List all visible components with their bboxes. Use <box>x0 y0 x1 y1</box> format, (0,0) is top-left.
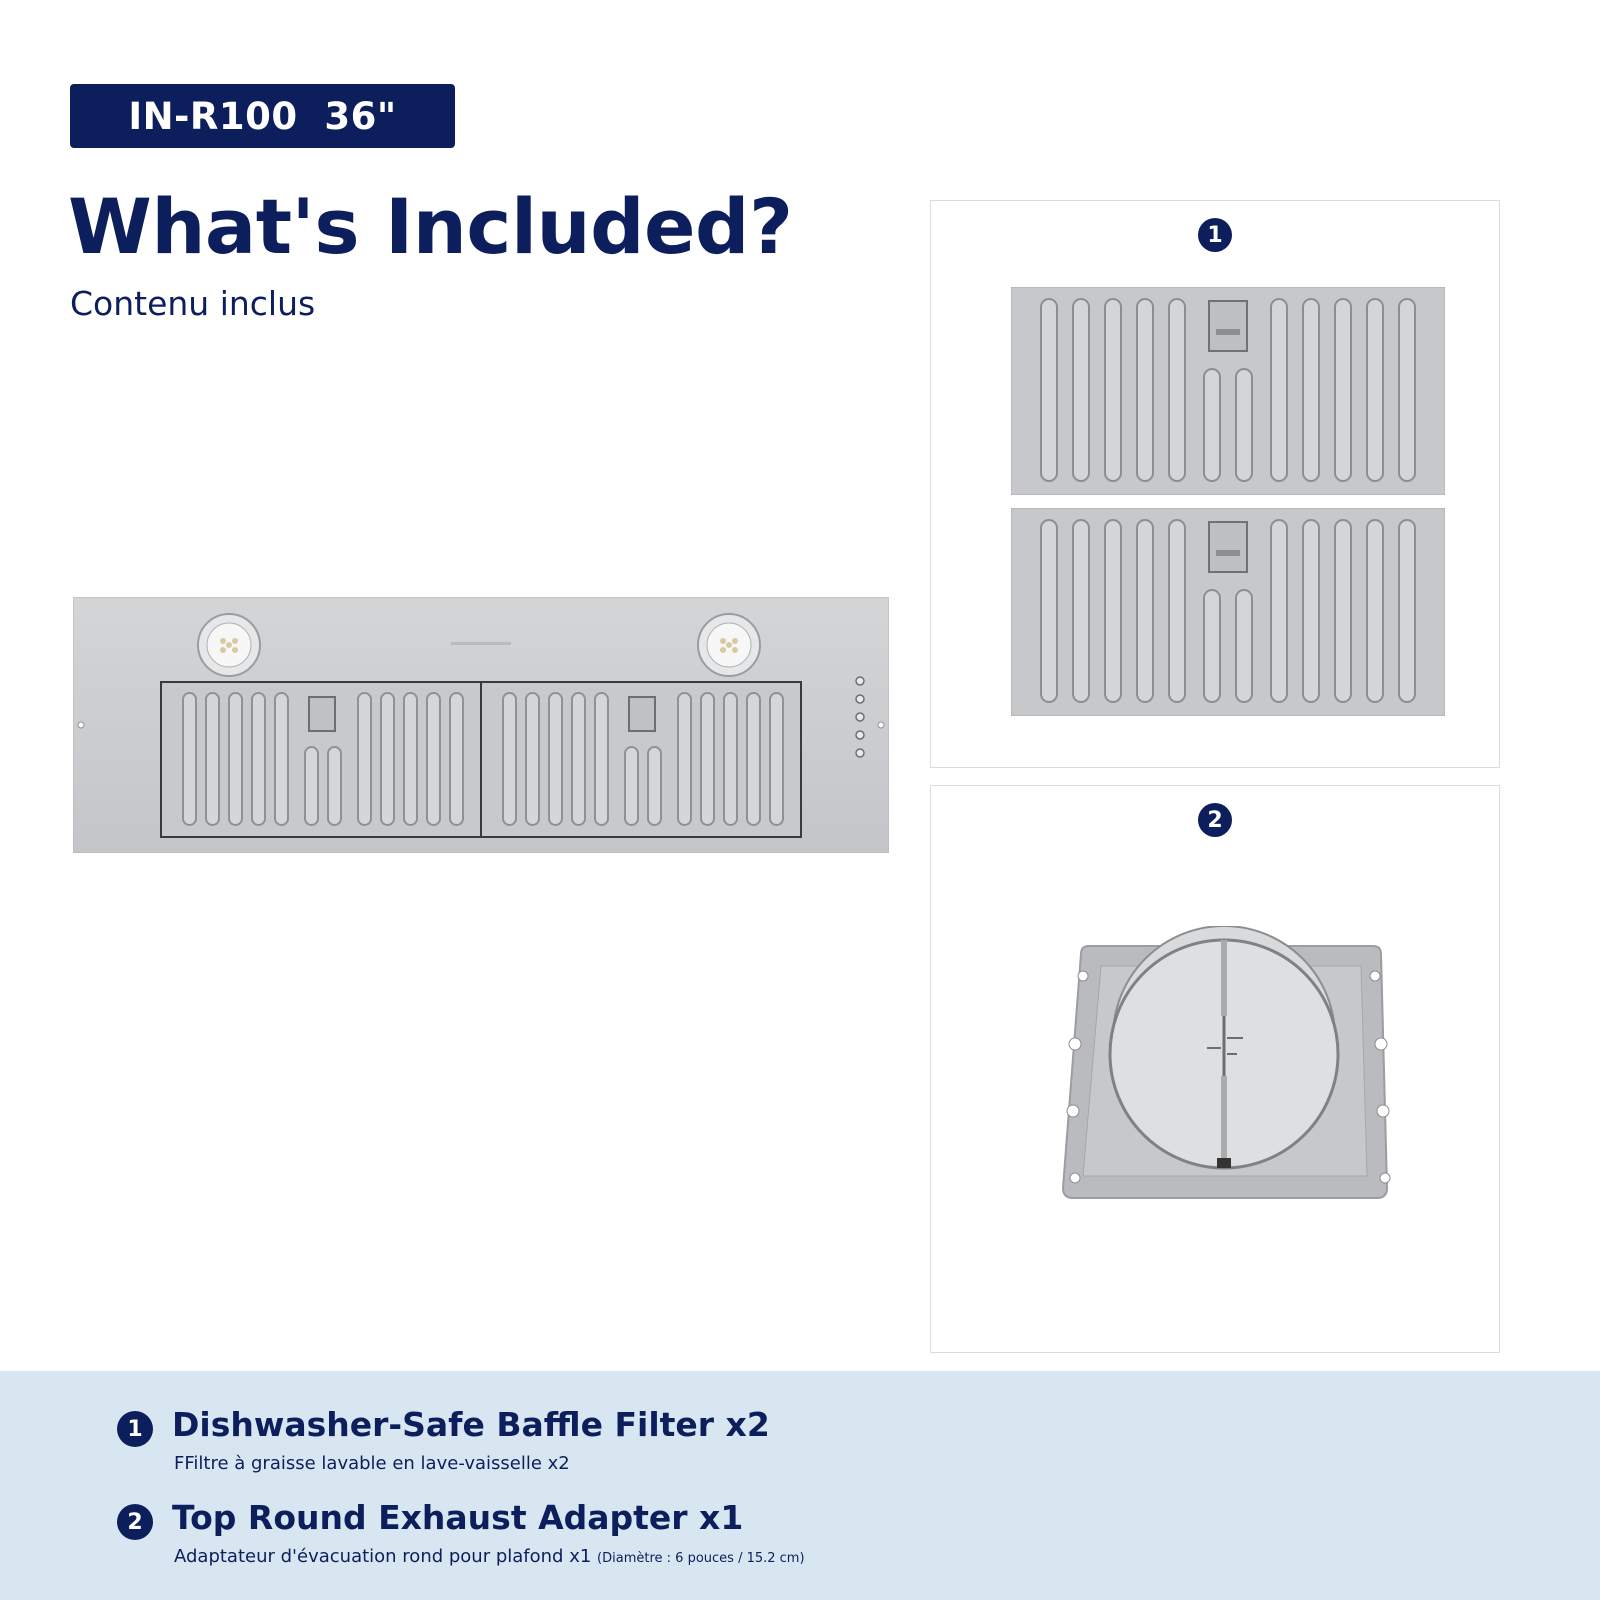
panel-number-badge: 2 <box>1198 803 1232 837</box>
legend-item-subtitle: Adaptateur d'évacuation rond pour plafond x1 <box>174 1546 592 1567</box>
exhaust-adapter-image <box>1061 926 1401 1216</box>
page-subtitle: Contenu inclus <box>70 284 316 323</box>
legend-item-subtitle-row <box>174 1546 805 1567</box>
baffle-filter-image <box>1011 508 1445 716</box>
legend-item-title: Dishwasher-Safe Baffle Filter x2 <box>172 1405 770 1444</box>
panel-number-badge: 1 <box>1198 218 1232 252</box>
baffle-filter-panel <box>930 200 1500 768</box>
model-badge <box>70 84 455 148</box>
legend-item-note: (Diamètre : 6 pouces / 15.2 cm) <box>597 1551 805 1566</box>
model-badge-label: IN-R100 36" <box>128 94 397 138</box>
legend-number-badge: 1 <box>117 1411 153 1447</box>
legend-number-badge: 2 <box>117 1504 153 1540</box>
exhaust-adapter-panel <box>930 785 1500 1353</box>
included-items-legend <box>0 1371 1600 1600</box>
range-hood-image <box>73 597 889 853</box>
legend-item-subtitle: FFiltre à graisse lavable en lave-vaisselle x2 <box>174 1453 570 1474</box>
legend-item-title: Top Round Exhaust Adapter x1 <box>172 1498 744 1537</box>
baffle-filter-image <box>1011 287 1445 495</box>
left-light-icon <box>198 614 260 676</box>
page-title: What's Included? <box>68 182 793 271</box>
right-light-icon <box>698 614 760 676</box>
